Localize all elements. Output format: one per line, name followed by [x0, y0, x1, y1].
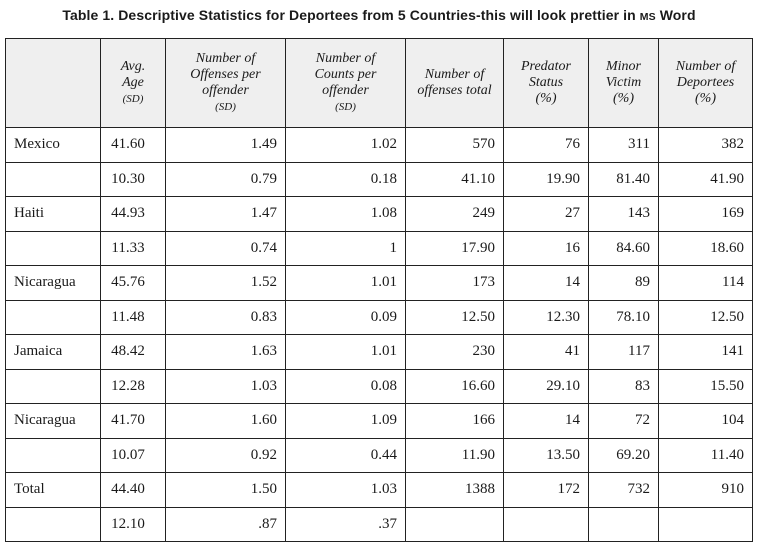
- country-cell: Nicaragua: [6, 404, 101, 439]
- value-cell: 48.42: [101, 335, 166, 370]
- value-cell: 10.30: [101, 162, 166, 197]
- value-cell: 1.01: [286, 266, 406, 301]
- value-cell: 14: [504, 266, 589, 301]
- value-cell: 17.90: [406, 231, 504, 266]
- table-row: [6, 404, 753, 439]
- country-cell: [6, 369, 101, 404]
- value-cell: 15.50: [659, 369, 753, 404]
- value-cell: 41.90: [659, 162, 753, 197]
- value-cell: 0.83: [166, 300, 286, 335]
- value-cell: 114: [659, 266, 753, 301]
- value-cell: 18.60: [659, 231, 753, 266]
- country-cell: Nicaragua: [6, 266, 101, 301]
- value-cell: 12.30: [504, 300, 589, 335]
- value-cell: 1.52: [166, 266, 286, 301]
- value-cell: 0.44: [286, 438, 406, 473]
- value-cell: [589, 507, 659, 542]
- value-cell: 1.49: [166, 128, 286, 163]
- value-cell: 0.08: [286, 369, 406, 404]
- country-cell: Jamaica: [6, 335, 101, 370]
- value-cell: 12.50: [406, 300, 504, 335]
- value-cell: [504, 507, 589, 542]
- value-cell: 143: [589, 197, 659, 232]
- value-cell: .87: [166, 507, 286, 542]
- value-cell: [406, 507, 504, 542]
- value-cell: 141: [659, 335, 753, 370]
- value-cell: 1.08: [286, 197, 406, 232]
- header-row: [6, 39, 753, 128]
- country-cell: [6, 507, 101, 542]
- value-cell: 0.09: [286, 300, 406, 335]
- value-cell: 0.79: [166, 162, 286, 197]
- value-cell: 72: [589, 404, 659, 439]
- caption-text: Table 1. Descriptive Statistics for Deportees from 5 Countries-this will look prettier in: [62, 7, 640, 23]
- value-cell: 10.07: [101, 438, 166, 473]
- country-cell: Total: [6, 473, 101, 508]
- value-cell: 13.50: [504, 438, 589, 473]
- value-cell: 12.28: [101, 369, 166, 404]
- value-cell: 41: [504, 335, 589, 370]
- country-cell: [6, 300, 101, 335]
- country-cell: [6, 162, 101, 197]
- header-offenses-total: Number of offenses total: [406, 39, 504, 128]
- value-cell: 0.74: [166, 231, 286, 266]
- value-cell: 41.60: [101, 128, 166, 163]
- value-cell: 76: [504, 128, 589, 163]
- value-cell: 44.40: [101, 473, 166, 508]
- value-cell: 1.63: [166, 335, 286, 370]
- value-cell: 16: [504, 231, 589, 266]
- header-offenses-per-offender: Number of Offenses per offender (SD): [166, 39, 286, 128]
- value-cell: 1.03: [166, 369, 286, 404]
- value-cell: 45.76: [101, 266, 166, 301]
- value-cell: [659, 507, 753, 542]
- value-cell: 1: [286, 231, 406, 266]
- value-cell: 11.40: [659, 438, 753, 473]
- value-cell: 249: [406, 197, 504, 232]
- value-cell: 1.47: [166, 197, 286, 232]
- value-cell: 1.60: [166, 404, 286, 439]
- value-cell: 69.20: [589, 438, 659, 473]
- value-cell: 11.90: [406, 438, 504, 473]
- statistics-table: [5, 38, 753, 542]
- value-cell: 44.93: [101, 197, 166, 232]
- table-row: [6, 438, 753, 473]
- value-cell: 84.60: [589, 231, 659, 266]
- value-cell: 14: [504, 404, 589, 439]
- value-cell: 570: [406, 128, 504, 163]
- caption-end: Word: [655, 7, 696, 23]
- value-cell: 1.09: [286, 404, 406, 439]
- value-cell: 1.01: [286, 335, 406, 370]
- header-avg-age: Avg. Age (SD): [101, 39, 166, 128]
- value-cell: 1388: [406, 473, 504, 508]
- value-cell: 104: [659, 404, 753, 439]
- value-cell: 230: [406, 335, 504, 370]
- value-cell: 1.50: [166, 473, 286, 508]
- value-cell: 311: [589, 128, 659, 163]
- header-country-blank: [6, 39, 101, 128]
- country-cell: [6, 231, 101, 266]
- value-cell: 11.33: [101, 231, 166, 266]
- country-cell: Haiti: [6, 197, 101, 232]
- table-row: [6, 335, 753, 370]
- table-caption: [0, 7, 758, 23]
- value-cell: 27: [504, 197, 589, 232]
- table-row: [6, 162, 753, 197]
- value-cell: 1.03: [286, 473, 406, 508]
- value-cell: 41.70: [101, 404, 166, 439]
- value-cell: 19.90: [504, 162, 589, 197]
- value-cell: 16.60: [406, 369, 504, 404]
- value-cell: 1.02: [286, 128, 406, 163]
- table-row: [6, 128, 753, 163]
- header-number-of-deportees: Number of Deportees (%): [659, 39, 753, 128]
- table-row: [6, 300, 753, 335]
- value-cell: 0.92: [166, 438, 286, 473]
- value-cell: 172: [504, 473, 589, 508]
- value-cell: 910: [659, 473, 753, 508]
- table-row: [6, 231, 753, 266]
- value-cell: 732: [589, 473, 659, 508]
- value-cell: 382: [659, 128, 753, 163]
- table-row: [6, 369, 753, 404]
- value-cell: 12.10: [101, 507, 166, 542]
- value-cell: 0.18: [286, 162, 406, 197]
- table-row: [6, 507, 753, 542]
- value-cell: 169: [659, 197, 753, 232]
- table-row: [6, 197, 753, 232]
- header-predator-status: Predator Status (%): [504, 39, 589, 128]
- value-cell: 41.10: [406, 162, 504, 197]
- value-cell: 83: [589, 369, 659, 404]
- header-counts-per-offender: Number of Counts per offender (SD): [286, 39, 406, 128]
- value-cell: 12.50: [659, 300, 753, 335]
- value-cell: 166: [406, 404, 504, 439]
- value-cell: 81.40: [589, 162, 659, 197]
- header-minor-victim: Minor Victim (%): [589, 39, 659, 128]
- country-cell: Mexico: [6, 128, 101, 163]
- caption-ms: MS: [639, 11, 656, 23]
- value-cell: 29.10: [504, 369, 589, 404]
- table-row: [6, 266, 753, 301]
- table-row: [6, 473, 753, 508]
- value-cell: 89: [589, 266, 659, 301]
- value-cell: 173: [406, 266, 504, 301]
- value-cell: .37: [286, 507, 406, 542]
- value-cell: 78.10: [589, 300, 659, 335]
- value-cell: 117: [589, 335, 659, 370]
- country-cell: [6, 438, 101, 473]
- value-cell: 11.48: [101, 300, 166, 335]
